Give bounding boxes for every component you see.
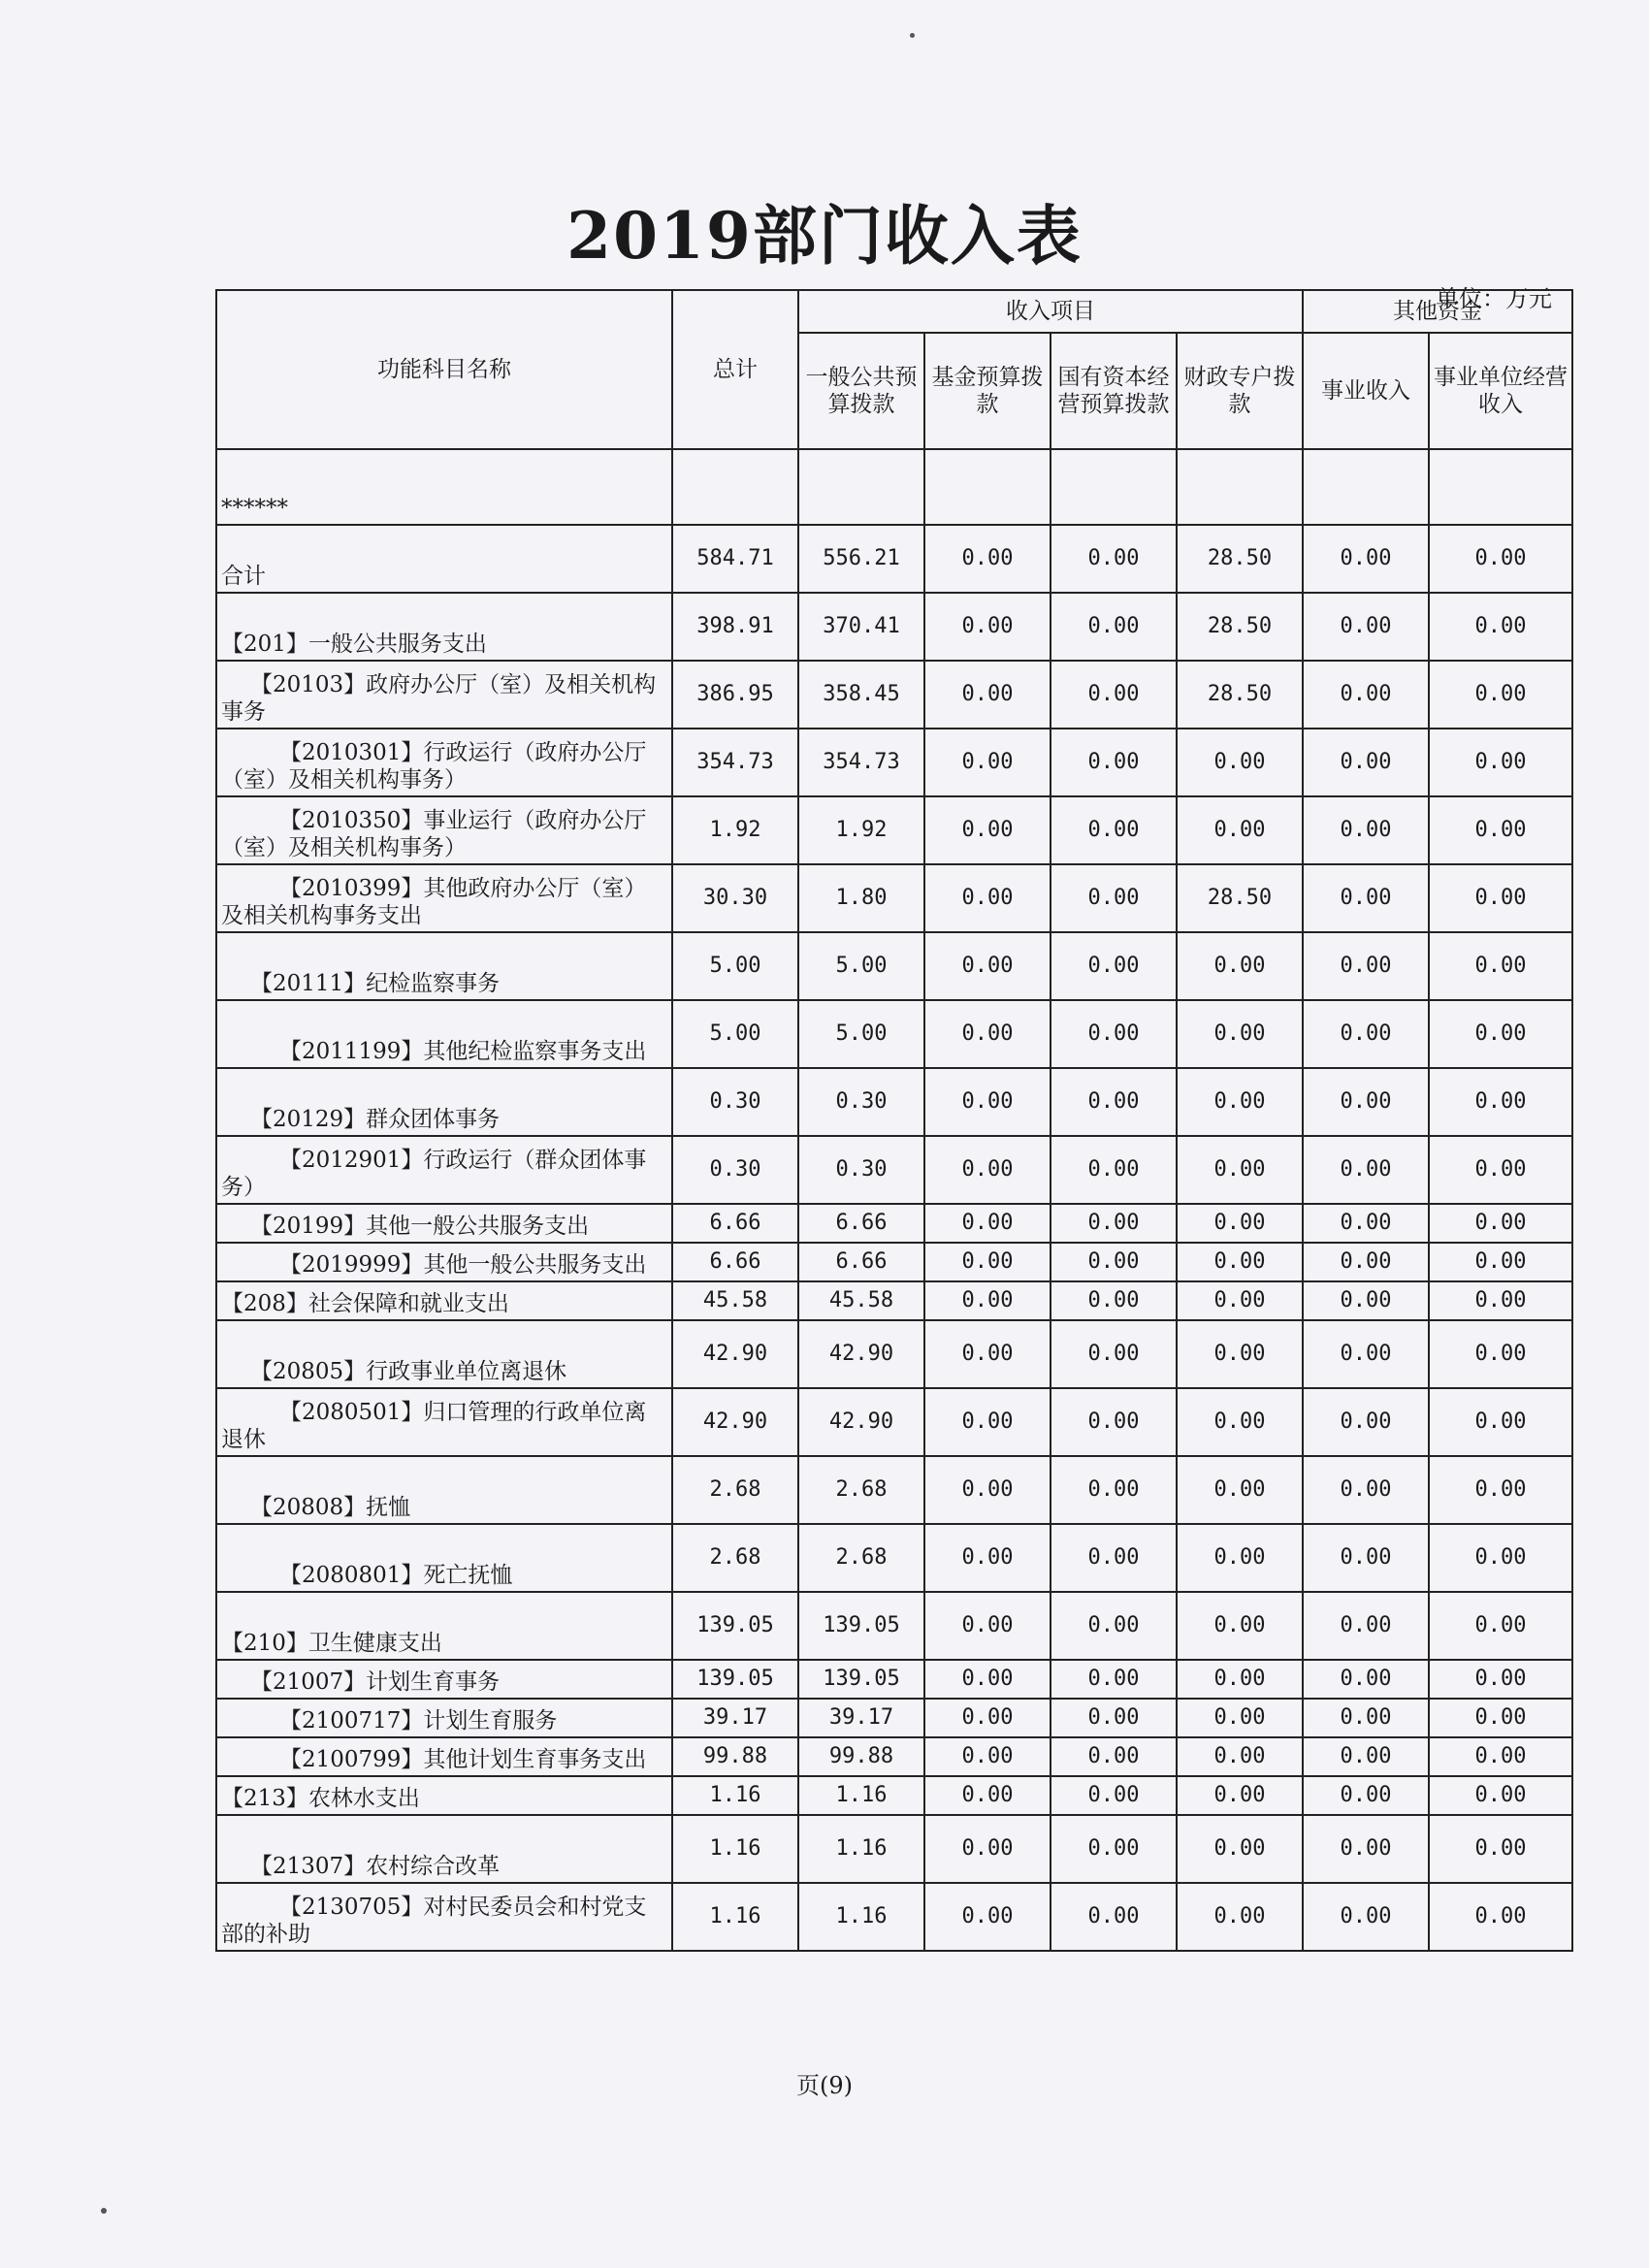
cell-state-capital: 0.00 bbox=[1051, 1068, 1177, 1136]
cell-business-income: 0.00 bbox=[1303, 1000, 1429, 1068]
cell-state-capital: 0.00 bbox=[1051, 1320, 1177, 1388]
cell-operating-income: 0.00 bbox=[1429, 1456, 1572, 1524]
cell-total: 6.66 bbox=[672, 1204, 798, 1243]
cell-fund-budget: 0.00 bbox=[924, 1320, 1051, 1388]
cell-state-capital: 0.00 bbox=[1051, 932, 1177, 1000]
table-row bbox=[216, 1243, 1572, 1281]
cell-fund-budget bbox=[924, 449, 1051, 525]
cell-state-capital: 0.00 bbox=[1051, 1000, 1177, 1068]
table-row bbox=[216, 1068, 1572, 1136]
table-row bbox=[216, 1000, 1572, 1068]
unit-label: 单位：万元 bbox=[1436, 285, 1552, 312]
row-name: 【20199】其他一般公共服务支出 bbox=[216, 1204, 672, 1243]
cell-special-account: 28.50 bbox=[1177, 864, 1303, 932]
cell-business-income: 0.00 bbox=[1303, 661, 1429, 729]
cell-special-account: 28.50 bbox=[1177, 525, 1303, 593]
cell-total bbox=[672, 449, 798, 525]
cell-fund-budget: 0.00 bbox=[924, 1592, 1051, 1660]
cell-special-account: 0.00 bbox=[1177, 1737, 1303, 1776]
cell-operating-income: 0.00 bbox=[1429, 1000, 1572, 1068]
header-col-operating-income: 事业单位经营收入 bbox=[1429, 333, 1572, 449]
cell-state-capital: 0.00 bbox=[1051, 525, 1177, 593]
cell-fund-budget: 0.00 bbox=[924, 1068, 1051, 1136]
cell-state-capital: 0.00 bbox=[1051, 1524, 1177, 1592]
cell-general-budget: 42.90 bbox=[798, 1388, 924, 1456]
cell-operating-income: 0.00 bbox=[1429, 1883, 1572, 1951]
row-name: 【2011199】其他纪检监察事务支出 bbox=[216, 1000, 672, 1068]
cell-business-income: 0.00 bbox=[1303, 1388, 1429, 1456]
header-total: 总计 bbox=[672, 290, 798, 449]
cell-business-income: 0.00 bbox=[1303, 1136, 1429, 1204]
cell-special-account: 0.00 bbox=[1177, 1883, 1303, 1951]
cell-total: 99.88 bbox=[672, 1737, 798, 1776]
table-row bbox=[216, 1281, 1572, 1320]
cell-state-capital: 0.00 bbox=[1051, 1737, 1177, 1776]
cell-state-capital: 0.00 bbox=[1051, 729, 1177, 796]
cell-total: 42.90 bbox=[672, 1388, 798, 1456]
cell-special-account: 0.00 bbox=[1177, 1699, 1303, 1737]
header-other-group: 其他资金 bbox=[1303, 290, 1572, 333]
cell-general-budget: 6.66 bbox=[798, 1204, 924, 1243]
cell-fund-budget: 0.00 bbox=[924, 1524, 1051, 1592]
cell-operating-income: 0.00 bbox=[1429, 1136, 1572, 1204]
cell-special-account: 0.00 bbox=[1177, 729, 1303, 796]
row-name: 【21307】农村综合改革 bbox=[216, 1815, 672, 1883]
cell-fund-budget: 0.00 bbox=[924, 1000, 1051, 1068]
cell-state-capital: 0.00 bbox=[1051, 1136, 1177, 1204]
cell-state-capital: 0.00 bbox=[1051, 1456, 1177, 1524]
cell-operating-income: 0.00 bbox=[1429, 1388, 1572, 1456]
cell-general-budget: 45.58 bbox=[798, 1281, 924, 1320]
cell-special-account: 0.00 bbox=[1177, 796, 1303, 864]
row-name: 【2010399】其他政府办公厅（室）及相关机构事务支出 bbox=[216, 864, 672, 932]
cell-operating-income: 0.00 bbox=[1429, 1524, 1572, 1592]
cell-total: 584.71 bbox=[672, 525, 798, 593]
cell-special-account: 0.00 bbox=[1177, 1524, 1303, 1592]
cell-business-income: 0.00 bbox=[1303, 1737, 1429, 1776]
row-name: 【20129】群众团体事务 bbox=[216, 1068, 672, 1136]
cell-state-capital: 0.00 bbox=[1051, 1660, 1177, 1699]
cell-business-income: 0.00 bbox=[1303, 1204, 1429, 1243]
cell-state-capital: 0.00 bbox=[1051, 661, 1177, 729]
cell-business-income: 0.00 bbox=[1303, 1815, 1429, 1883]
cell-operating-income: 0.00 bbox=[1429, 729, 1572, 796]
cell-operating-income: 0.00 bbox=[1429, 1068, 1572, 1136]
cell-special-account: 0.00 bbox=[1177, 1592, 1303, 1660]
cell-total: 2.68 bbox=[672, 1456, 798, 1524]
cell-total: 1.16 bbox=[672, 1776, 798, 1815]
header-col-state-capital: 国有资本经营预算拨款 bbox=[1051, 333, 1177, 449]
cell-business-income: 0.00 bbox=[1303, 1068, 1429, 1136]
table-row bbox=[216, 1776, 1572, 1815]
cell-general-budget: 139.05 bbox=[798, 1592, 924, 1660]
cell-total: 2.68 bbox=[672, 1524, 798, 1592]
table-row bbox=[216, 1136, 1572, 1204]
header-col-business-income: 事业收入 bbox=[1303, 333, 1429, 449]
cell-business-income: 0.00 bbox=[1303, 1699, 1429, 1737]
cell-special-account: 0.00 bbox=[1177, 932, 1303, 1000]
cell-business-income: 0.00 bbox=[1303, 932, 1429, 1000]
cell-special-account: 0.00 bbox=[1177, 1281, 1303, 1320]
cell-operating-income: 0.00 bbox=[1429, 1592, 1572, 1660]
cell-special-account: 28.50 bbox=[1177, 593, 1303, 661]
cell-operating-income: 0.00 bbox=[1429, 1776, 1572, 1815]
row-name: 【20103】政府办公厅（室）及相关机构事务 bbox=[216, 661, 672, 729]
cell-business-income: 0.00 bbox=[1303, 1456, 1429, 1524]
cell-state-capital: 0.00 bbox=[1051, 1281, 1177, 1320]
cell-general-budget: 1.92 bbox=[798, 796, 924, 864]
table-row bbox=[216, 932, 1572, 1000]
cell-state-capital: 0.00 bbox=[1051, 1388, 1177, 1456]
table-row bbox=[216, 1524, 1572, 1592]
cell-special-account: 0.00 bbox=[1177, 1136, 1303, 1204]
cell-fund-budget: 0.00 bbox=[924, 1136, 1051, 1204]
cell-general-budget: 99.88 bbox=[798, 1737, 924, 1776]
cell-operating-income: 0.00 bbox=[1429, 932, 1572, 1000]
cell-operating-income bbox=[1429, 449, 1572, 525]
cell-fund-budget: 0.00 bbox=[924, 796, 1051, 864]
scan-speck bbox=[101, 2208, 107, 2214]
table-row bbox=[216, 1204, 1572, 1243]
cell-total: 1.92 bbox=[672, 796, 798, 864]
cell-business-income bbox=[1303, 449, 1429, 525]
cell-special-account: 0.00 bbox=[1177, 1776, 1303, 1815]
cell-state-capital: 0.00 bbox=[1051, 1243, 1177, 1281]
cell-state-capital: 0.00 bbox=[1051, 1776, 1177, 1815]
cell-total: 42.90 bbox=[672, 1320, 798, 1388]
cell-state-capital: 0.00 bbox=[1051, 1592, 1177, 1660]
row-name: 【201】一般公共服务支出 bbox=[216, 593, 672, 661]
cell-special-account: 0.00 bbox=[1177, 1388, 1303, 1456]
row-name: 【2100717】计划生育服务 bbox=[216, 1699, 672, 1737]
cell-operating-income: 0.00 bbox=[1429, 525, 1572, 593]
cell-state-capital bbox=[1051, 449, 1177, 525]
cell-total: 139.05 bbox=[672, 1660, 798, 1699]
cell-total: 6.66 bbox=[672, 1243, 798, 1281]
cell-general-budget: 6.66 bbox=[798, 1243, 924, 1281]
cell-total: 5.00 bbox=[672, 1000, 798, 1068]
cell-state-capital: 0.00 bbox=[1051, 593, 1177, 661]
table-row bbox=[216, 1388, 1572, 1456]
cell-general-budget bbox=[798, 449, 924, 525]
table-row bbox=[216, 1660, 1572, 1699]
cell-fund-budget: 0.00 bbox=[924, 1456, 1051, 1524]
row-name: 合计 bbox=[216, 525, 672, 593]
cell-state-capital: 0.00 bbox=[1051, 1699, 1177, 1737]
cell-total: 45.58 bbox=[672, 1281, 798, 1320]
row-name: 【2130705】对村民委员会和村党支部的补助 bbox=[216, 1883, 672, 1951]
row-name: 【208】社会保障和就业支出 bbox=[216, 1281, 672, 1320]
cell-fund-budget: 0.00 bbox=[924, 1737, 1051, 1776]
header-col-fund-budget: 基金预算拨款 bbox=[924, 333, 1051, 449]
cell-general-budget: 2.68 bbox=[798, 1456, 924, 1524]
row-name: 【20111】纪检监察事务 bbox=[216, 932, 672, 1000]
cell-fund-budget: 0.00 bbox=[924, 1815, 1051, 1883]
cell-fund-budget: 0.00 bbox=[924, 593, 1051, 661]
cell-special-account: 0.00 bbox=[1177, 1815, 1303, 1883]
cell-general-budget: 1.16 bbox=[798, 1883, 924, 1951]
income-table-container bbox=[215, 289, 1571, 1952]
table-row bbox=[216, 729, 1572, 796]
cell-business-income: 0.00 bbox=[1303, 1660, 1429, 1699]
cell-total: 354.73 bbox=[672, 729, 798, 796]
cell-business-income: 0.00 bbox=[1303, 864, 1429, 932]
cell-total: 5.00 bbox=[672, 932, 798, 1000]
cell-special-account: 0.00 bbox=[1177, 1320, 1303, 1388]
cell-operating-income: 0.00 bbox=[1429, 1699, 1572, 1737]
cell-general-budget: 358.45 bbox=[798, 661, 924, 729]
cell-fund-budget: 0.00 bbox=[924, 1388, 1051, 1456]
cell-special-account bbox=[1177, 449, 1303, 525]
cell-fund-budget: 0.00 bbox=[924, 525, 1051, 593]
cell-operating-income: 0.00 bbox=[1429, 1204, 1572, 1243]
cell-business-income: 0.00 bbox=[1303, 1243, 1429, 1281]
income-table bbox=[215, 289, 1573, 1952]
table-row bbox=[216, 449, 1572, 525]
cell-operating-income: 0.00 bbox=[1429, 796, 1572, 864]
cell-state-capital: 0.00 bbox=[1051, 796, 1177, 864]
cell-general-budget: 556.21 bbox=[798, 525, 924, 593]
cell-business-income: 0.00 bbox=[1303, 1776, 1429, 1815]
cell-total: 30.30 bbox=[672, 864, 798, 932]
cell-general-budget: 1.16 bbox=[798, 1815, 924, 1883]
table-row bbox=[216, 1456, 1572, 1524]
cell-fund-budget: 0.00 bbox=[924, 932, 1051, 1000]
table-row bbox=[216, 1320, 1572, 1388]
row-name: 【2080801】死亡抚恤 bbox=[216, 1524, 672, 1592]
row-name: 【2100799】其他计划生育事务支出 bbox=[216, 1737, 672, 1776]
cell-state-capital: 0.00 bbox=[1051, 864, 1177, 932]
cell-fund-budget: 0.00 bbox=[924, 1281, 1051, 1320]
row-name: 【20805】行政事业单位离退休 bbox=[216, 1320, 672, 1388]
cell-fund-budget: 0.00 bbox=[924, 1243, 1051, 1281]
cell-general-budget: 39.17 bbox=[798, 1699, 924, 1737]
row-name: ****** bbox=[216, 449, 672, 525]
table-row bbox=[216, 661, 1572, 729]
row-name: 【21007】计划生育事务 bbox=[216, 1660, 672, 1699]
page-number: 页(9) bbox=[796, 2072, 853, 2099]
cell-fund-budget: 0.00 bbox=[924, 864, 1051, 932]
cell-special-account: 0.00 bbox=[1177, 1000, 1303, 1068]
table-row bbox=[216, 1883, 1572, 1951]
cell-business-income: 0.00 bbox=[1303, 1320, 1429, 1388]
cell-fund-budget: 0.00 bbox=[924, 1883, 1051, 1951]
cell-total: 39.17 bbox=[672, 1699, 798, 1737]
scan-speck bbox=[910, 33, 915, 38]
cell-operating-income: 0.00 bbox=[1429, 864, 1572, 932]
table-row bbox=[216, 864, 1572, 932]
cell-total: 139.05 bbox=[672, 1592, 798, 1660]
cell-general-budget: 0.30 bbox=[798, 1136, 924, 1204]
cell-total: 398.91 bbox=[672, 593, 798, 661]
cell-special-account: 28.50 bbox=[1177, 661, 1303, 729]
cell-fund-budget: 0.00 bbox=[924, 1204, 1051, 1243]
table-row bbox=[216, 525, 1572, 593]
cell-special-account: 0.00 bbox=[1177, 1456, 1303, 1524]
cell-total: 386.95 bbox=[672, 661, 798, 729]
table-row bbox=[216, 796, 1572, 864]
header-name: 功能科目名称 bbox=[216, 290, 672, 449]
cell-special-account: 0.00 bbox=[1177, 1660, 1303, 1699]
cell-special-account: 0.00 bbox=[1177, 1243, 1303, 1281]
row-name: 【2080501】归口管理的行政单位离退休 bbox=[216, 1388, 672, 1456]
cell-fund-budget: 0.00 bbox=[924, 1699, 1051, 1737]
cell-business-income: 0.00 bbox=[1303, 1524, 1429, 1592]
cell-business-income: 0.00 bbox=[1303, 1281, 1429, 1320]
cell-state-capital: 0.00 bbox=[1051, 1204, 1177, 1243]
cell-total: 1.16 bbox=[672, 1815, 798, 1883]
header-col-general-budget: 一般公共预算拨款 bbox=[798, 333, 924, 449]
header-income-group: 收入项目 bbox=[798, 290, 1303, 333]
cell-fund-budget: 0.00 bbox=[924, 1660, 1051, 1699]
table-row bbox=[216, 1737, 1572, 1776]
row-name: 【210】卫生健康支出 bbox=[216, 1592, 672, 1660]
table-body bbox=[216, 449, 1572, 1951]
row-name: 【213】农林水支出 bbox=[216, 1776, 672, 1815]
cell-operating-income: 0.00 bbox=[1429, 1815, 1572, 1883]
row-name: 【2010301】行政运行（政府办公厅（室）及相关机构事务） bbox=[216, 729, 672, 796]
table-row bbox=[216, 593, 1572, 661]
cell-business-income: 0.00 bbox=[1303, 1883, 1429, 1951]
table-row bbox=[216, 1699, 1572, 1737]
cell-business-income: 0.00 bbox=[1303, 525, 1429, 593]
row-name: 【2012901】行政运行（群众团体事务） bbox=[216, 1136, 672, 1204]
row-name: 【20808】抚恤 bbox=[216, 1456, 672, 1524]
cell-operating-income: 0.00 bbox=[1429, 1320, 1572, 1388]
cell-operating-income: 0.00 bbox=[1429, 1737, 1572, 1776]
cell-business-income: 0.00 bbox=[1303, 796, 1429, 864]
cell-general-budget: 42.90 bbox=[798, 1320, 924, 1388]
row-name: 【2010350】事业运行（政府办公厅（室）及相关机构事务） bbox=[216, 796, 672, 864]
cell-general-budget: 5.00 bbox=[798, 1000, 924, 1068]
cell-general-budget: 139.05 bbox=[798, 1660, 924, 1699]
cell-general-budget: 1.16 bbox=[798, 1776, 924, 1815]
cell-operating-income: 0.00 bbox=[1429, 1281, 1572, 1320]
cell-general-budget: 2.68 bbox=[798, 1524, 924, 1592]
row-name: 【2019999】其他一般公共服务支出 bbox=[216, 1243, 672, 1281]
cell-operating-income: 0.00 bbox=[1429, 661, 1572, 729]
cell-special-account: 0.00 bbox=[1177, 1204, 1303, 1243]
cell-general-budget: 370.41 bbox=[798, 593, 924, 661]
cell-fund-budget: 0.00 bbox=[924, 729, 1051, 796]
cell-state-capital: 0.00 bbox=[1051, 1883, 1177, 1951]
cell-operating-income: 0.00 bbox=[1429, 593, 1572, 661]
cell-business-income: 0.00 bbox=[1303, 1592, 1429, 1660]
page-title: 2019部门收入表 bbox=[566, 198, 1083, 274]
cell-fund-budget: 0.00 bbox=[924, 661, 1051, 729]
cell-general-budget: 0.30 bbox=[798, 1068, 924, 1136]
cell-general-budget: 1.80 bbox=[798, 864, 924, 932]
table-row bbox=[216, 1815, 1572, 1883]
cell-business-income: 0.00 bbox=[1303, 593, 1429, 661]
table-row bbox=[216, 1592, 1572, 1660]
cell-total: 0.30 bbox=[672, 1068, 798, 1136]
cell-special-account: 0.00 bbox=[1177, 1068, 1303, 1136]
cell-fund-budget: 0.00 bbox=[924, 1776, 1051, 1815]
cell-general-budget: 354.73 bbox=[798, 729, 924, 796]
cell-general-budget: 5.00 bbox=[798, 932, 924, 1000]
cell-state-capital: 0.00 bbox=[1051, 1815, 1177, 1883]
cell-total: 1.16 bbox=[672, 1883, 798, 1951]
cell-operating-income: 0.00 bbox=[1429, 1243, 1572, 1281]
cell-total: 0.30 bbox=[672, 1136, 798, 1204]
cell-business-income: 0.00 bbox=[1303, 729, 1429, 796]
cell-operating-income: 0.00 bbox=[1429, 1660, 1572, 1699]
header-col-special-account: 财政专户拨款 bbox=[1177, 333, 1303, 449]
